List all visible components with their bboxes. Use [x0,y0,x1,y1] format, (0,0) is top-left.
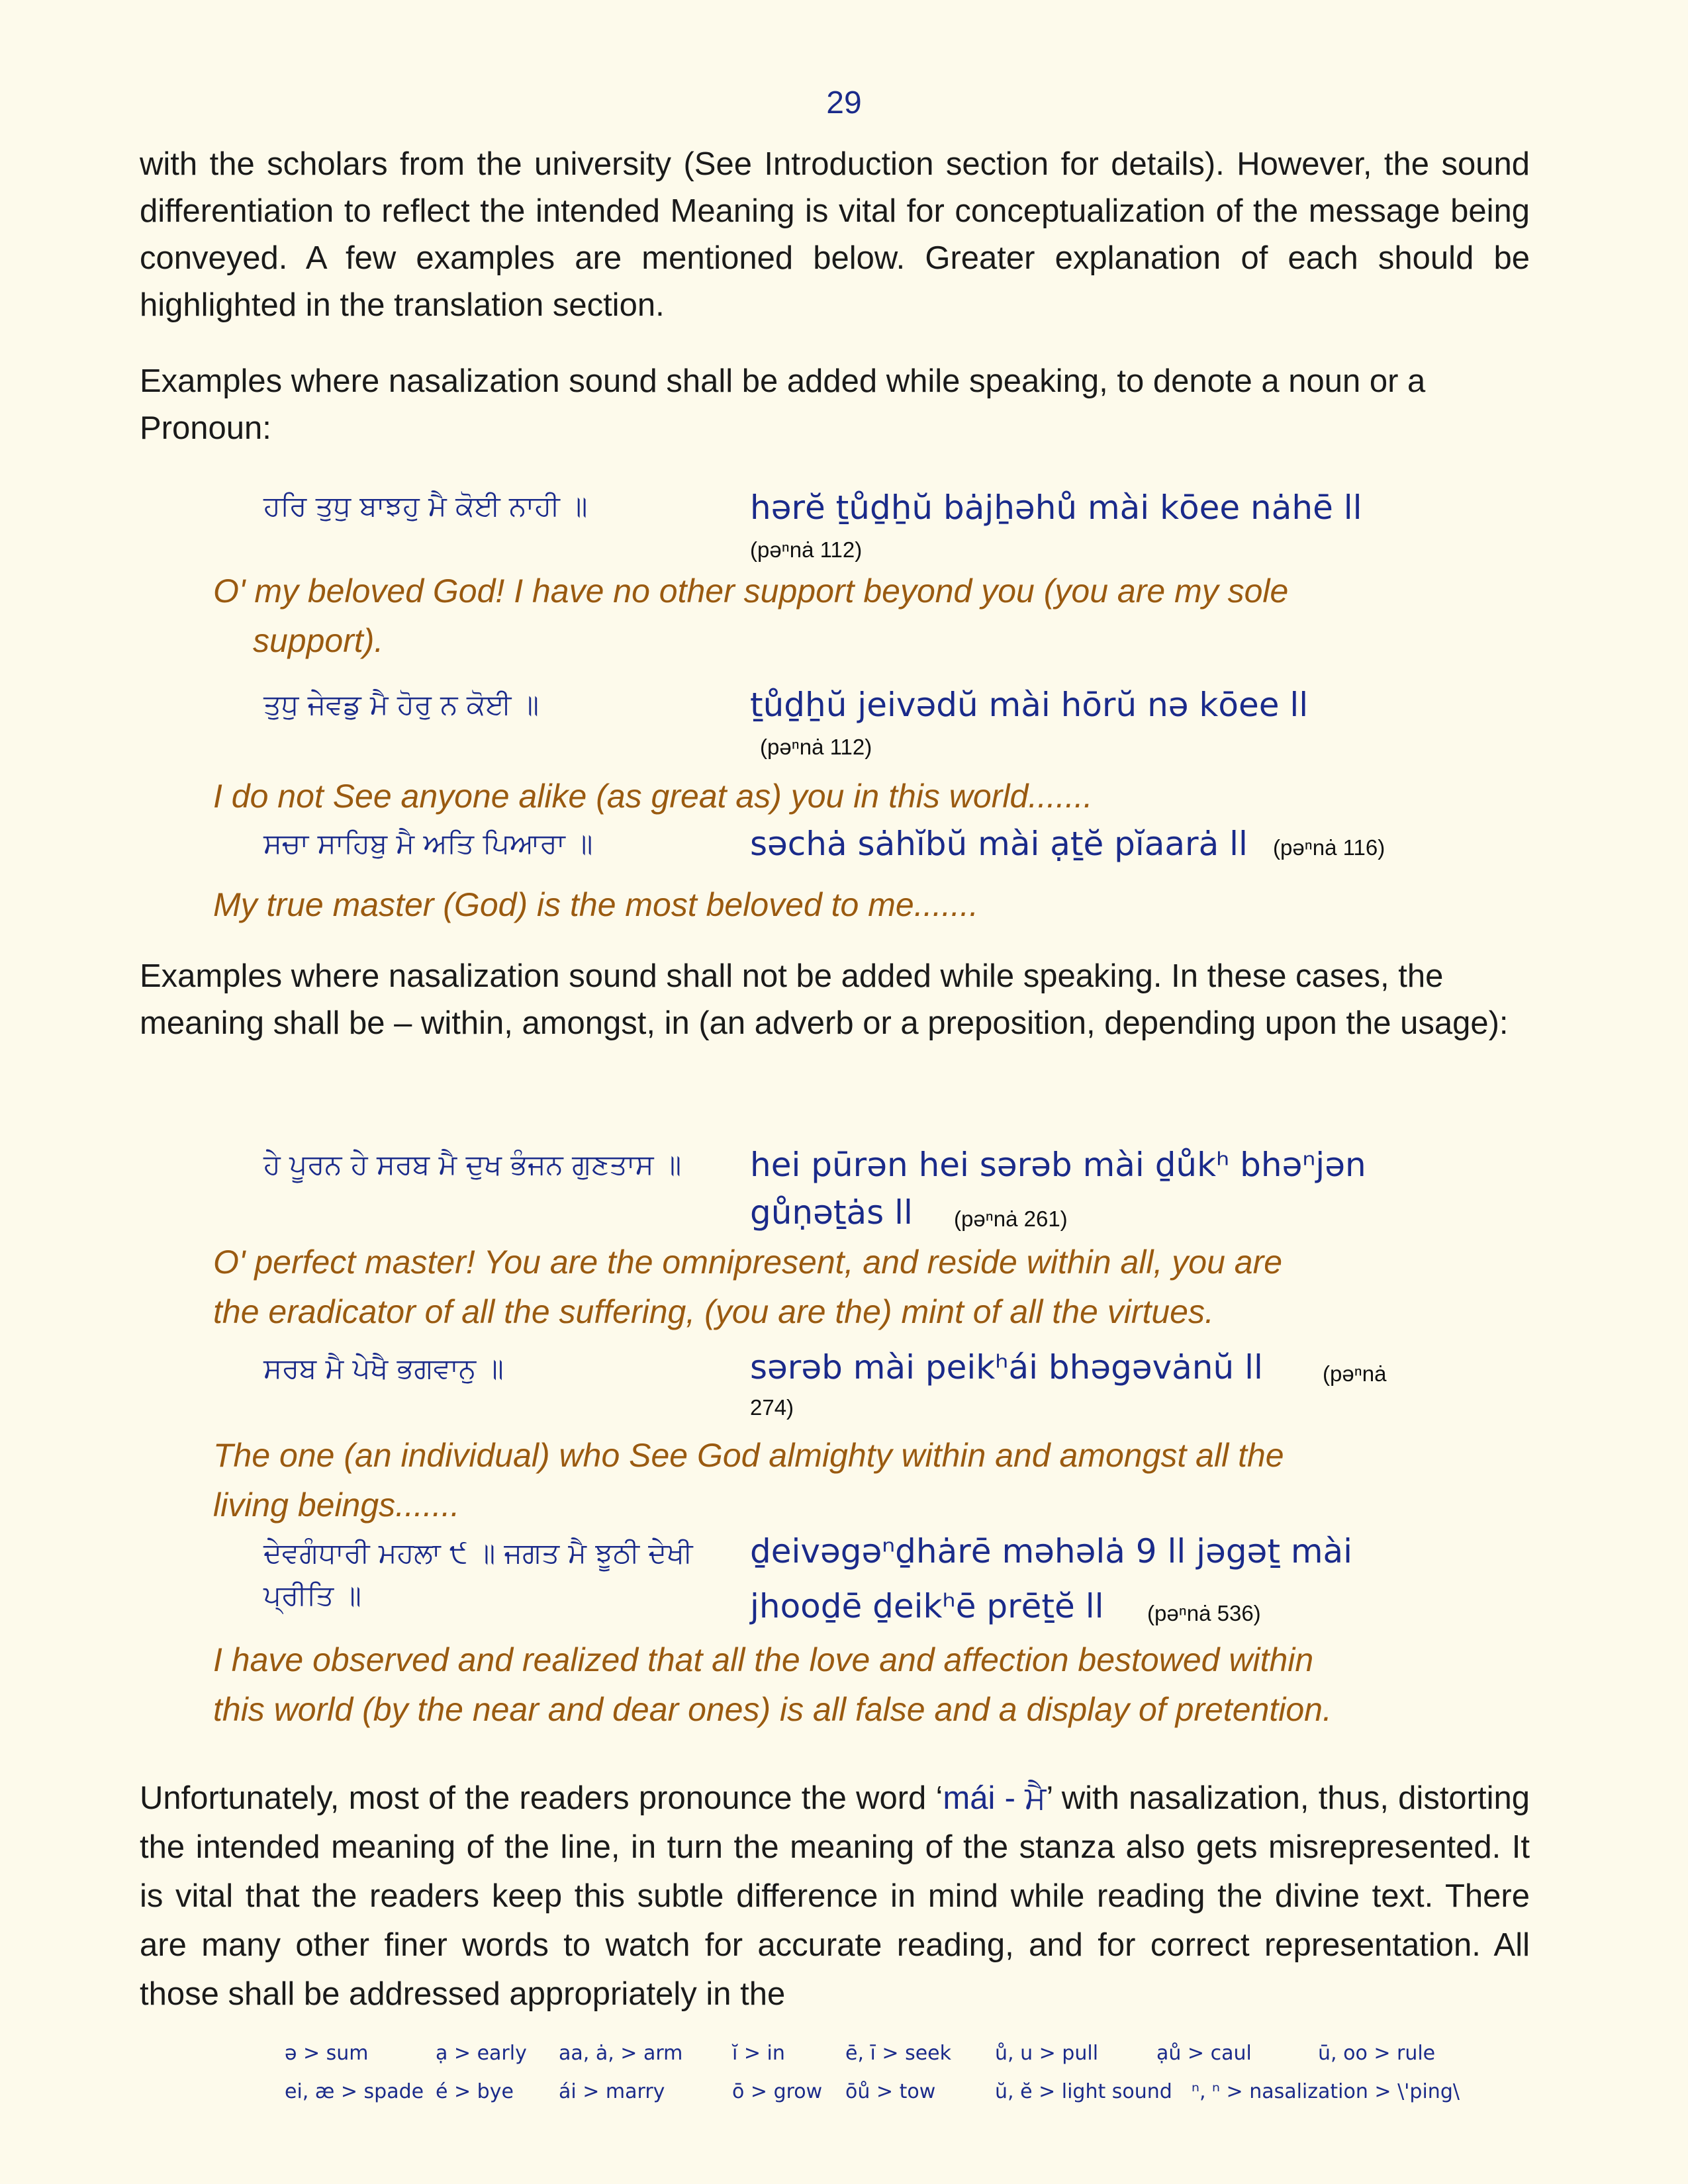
page-reference: (pəⁿnȧ 261) [954,1206,1068,1231]
translation-line: support). [253,622,384,659]
page-reference: (pəⁿnȧ 112) [760,735,872,759]
legend-entry: ōů > tow [845,2080,936,2103]
legend-entry: ē, ī > seek [845,2042,951,2065]
transliteration: səchȧ sȧhĭbŭ mài ạṯĕ pĭaarȧ ll [750,825,1248,863]
page-reference: (pəⁿnȧ 536) [1147,1601,1261,1625]
translation-line: O' my beloved God! I have no other support beyond you (you are my sole [213,572,1289,610]
closing-text: Unfortunately, most of the readers pronounce the word ‘ [140,1780,943,1816]
legend-entry: ⁿ, ⁿ > nasalization > \'ping\ [1192,2080,1460,2103]
gurmukhi-verse: ਦੇਵਗੰਧਾਰੀ ਮਹਲਾ ੯ ॥ ਜਗਤ ਮੈ ਝੂਠੀ ਦੇਖੀ ਪ੍ਰੀਤਿ ॥ [263,1537,693,1612]
translation-line: I have observed and realized that all the love and affection bestowed within [213,1641,1314,1678]
legend-entry: aa, ȧ, > arm [559,2042,683,2065]
translation: I do not See anyone alike (as great as) you in this world....... [213,778,1093,815]
translation-line: O' perfect master! You are the omnipresent, and reside within all, you are [213,1244,1283,1281]
intro-paragraph: with the scholars from the university (See Introduction section for details). However, the sound differentiation to reflect the intended Meaning is vital for conceptualization of the message being conveyed. A few examples are mentioned below. Greater explanation of each should be highlighted in the translation section. [140,146,1530,323]
legend-entry: ō > grow [732,2080,823,2103]
page-reference: (pəⁿnȧ 112) [750,537,863,562]
translation [213,1238,1391,1337]
transliteration: ṯůḏẖŭ jeivədŭ mài hōrŭ nə kōee ll [750,686,1309,724]
legend-entry: ŭ, ĕ > light sound [995,2080,1172,2103]
transliteration: jhooḏē ḏeikʰē prēṯĕ ll [750,1587,1104,1625]
gurmukhi-verse: ਹਰਿ ਤੁਧੁ ਬਾਝਹੁ ਮੈ ਕੋਈ ਨਾਹੀ ॥ [263,490,588,522]
transliteration [750,1193,913,1232]
legend-entry: é > bye [436,2080,514,2103]
gurmukhi-verse: ਸਚਾ ਸਾਹਿਬੁ ਮੈ ਅਤਿ ਪਿਆਰਾ ॥ [263,827,593,860]
legend-entry: ei, æ > spade [285,2080,424,2103]
transliteration: ḏeivəgəⁿḏhȧrē məhəlȧ 9 ll jəgəṯ mài [750,1532,1353,1570]
transliteration: hərĕ ṯůḏẖŭ bȧjẖəhů mài kōee nȧhē ll [750,488,1362,527]
closing-paragraph [140,1774,1530,2019]
highlighted-word: mái - ਮੈ [943,1780,1047,1816]
page-reference: (pəⁿnȧ 116) [1273,835,1385,860]
legend-entry: ů, u > pull [995,2042,1099,2065]
translation [213,1635,1391,1735]
transliteration-line: gůṇəṯȧs ll [750,1193,913,1232]
translation-line: living beings....... [213,1486,460,1524]
legend-entry: ạ > early [436,2042,527,2065]
translation: My true master (God) is the most beloved to me....... [213,886,978,923]
gurmukhi-verse: ਸਰਬ ਮੈ ਪੇਖੈ ਭਗਵਾਨੁ ॥ [263,1352,504,1385]
page-reference: 274) [750,1395,794,1420]
legend-entry: ạů > caul [1156,2042,1252,2065]
page-number: 29 [826,85,862,120]
nasal-heading: Examples where nasalization sound shall be added while speaking, to denote a noun or a Pronoun: [140,363,1426,446]
closing-text: ’ with nasalization, thus, distorting the intended meaning of the line, in turn the meaning of the stanza also gets misrepresented. It is vital that the readers keep this subtle difference in mind while reading the divine text. There are many other finer words to watch for accurate reading, and for correct representation. All those shall be addressed appropriately in the [140,1780,1530,2012]
page-reference: (pəⁿnȧ [1323,1361,1387,1386]
gurmukhi-verse: ਤੁਧੁ ਜੇਵਡੁ ਮੈ ਹੋਰੁ ਨ ਕੋਈ ॥ [263,688,539,721]
translation-line: The one (an individual) who See God almighty within and amongst all the [213,1437,1284,1474]
translation [213,1431,1391,1530]
non-nasal-heading: Examples where nasalization sound shall not be added while speaking. In these cases, the meaning shall be – within, amongst, in (an adverb or a preposition, depending upon the usage): [140,958,1509,1041]
transliteration: hei pūrən hei sərəb mài ḏůkʰ bhəⁿjən [750,1146,1366,1184]
legend-entry: ái > marry [559,2080,665,2103]
legend-entry: ə > sum [285,2042,369,2065]
legend-entry: ĭ > in [732,2042,785,2065]
gurmukhi-verse: ਹੇ ਪੂਰਨ ਹੇ ਸਰਬ ਮੈ ਦੁਖ ਭੰਜਨ ਗੁਣਤਾਸ ॥ [263,1148,682,1181]
translation-line: the eradicator of all the suffering, (you are the) mint of all the virtues. [213,1293,1214,1330]
translation [213,567,1391,666]
transliteration: sərəb mài peikʰái bhəgəvȧnŭ ll [750,1348,1263,1387]
translation-line: this world (by the near and dear ones) is all false and a display of pretention. [213,1691,1332,1728]
legend-entry: ū, oo > rule [1318,2042,1436,2065]
